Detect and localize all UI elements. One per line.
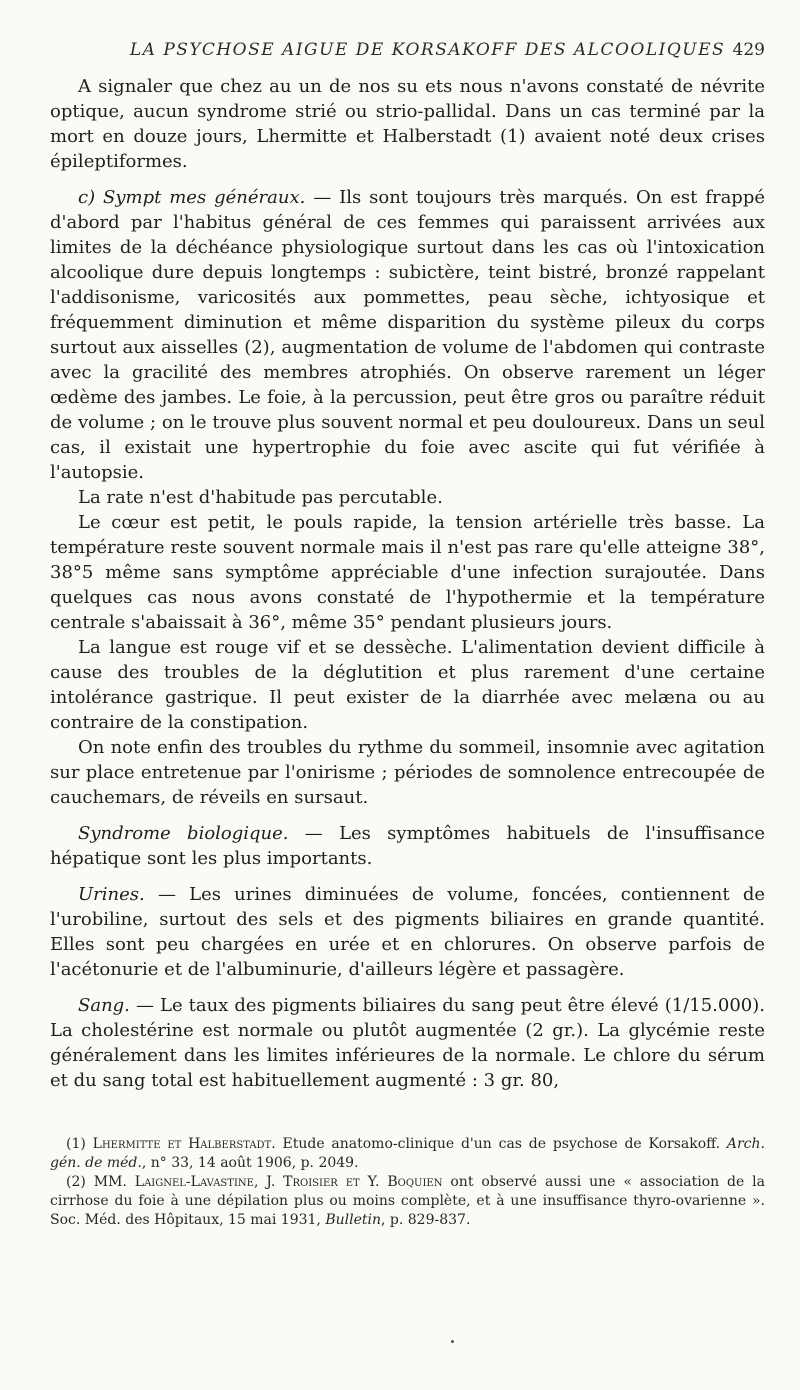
paragraph-tongue [50, 635, 765, 735]
paragraph-text: — Les urines diminuées de volume, foncées, contiennent de l'urobiline, surtout des sels et des pigments biliaires en grande quantité. Elles sont peu chargées en urée et en chlorures. On observe parfois de l'acétonurie et de l'albuminurie, d'ailleurs légère et passagère. [50, 884, 765, 980]
body-text [50, 74, 765, 1093]
paragraph-text: — Le taux des pigments biliaires du sang peut être élevé (1/15.000). La cholestérine est normale ou plutôt augmentée (2 gr.). La glycémie reste généralement dans les limites inférieures de la normale. Le chlore du sérum et du sang total est habituellement augmenté : 3 gr. 80, [50, 995, 765, 1091]
paragraph-text: — Ils sont toujours très marqués. On est frappé d'abord par l'habitus général de ces femmes qui paraissent arrivées aux limites de la déchéance physiologique surtout dans les cas où l'intoxication alcoolique dure depuis longtemps : subictère, teint bistré, bronzé rappelant l'addisonisme, varicosités aux pommettes, peau sèche, ichtyosique et fréquemment diminution et même disparition du système pileux du corps surtout aux aisselles (2), augmentation de volume de l'abdomen qui contraste avec la gracilité des membres atrophiés. On observe rarement un léger œdème des jambes. Le foie, à la percussion, peut être gros ou paraître réduit de volume ; on le trouve plus souvent normal et peu douloureux. Dans un seul cas, il existait une hypertrophie du foie avec ascite qui fut vérifiée à l'autopsie. [50, 187, 765, 483]
footnote-journal: Arch. gén. de méd. [50, 1136, 765, 1171]
paragraph-blood [50, 993, 765, 1093]
footnote-authors: MM. Laignel-Lavastine, J. Troisier et Y. Boquien [93, 1174, 443, 1190]
footnote-text: Etude anatomo-clinique d'un cas de psychose de Korsakoff. [275, 1136, 727, 1152]
running-head [50, 40, 765, 66]
footnote-1 [50, 1135, 765, 1173]
footnote-journal: Bulletin [325, 1212, 382, 1228]
paragraph-text: La rate n'est d'habitude pas percutable. [78, 487, 443, 508]
footnote-text-end: , n° 33, 14 août 1906, p. 2049. [141, 1155, 359, 1171]
section-lead: Urines. [78, 884, 145, 905]
paragraph-general-symptoms [50, 185, 765, 485]
footnote-text: ont observé aussi une « association de la cirrhose du foie à une dépilation plus ou moins complète, et à une insuffisance thyro-ovarienne ». Soc. Méd. des Hôpitaux, 15 mai 1931, [50, 1174, 766, 1228]
paragraph-text: La langue est rouge vif et se dessèche. L'alimentation devient difficile à cause des troubles de la déglutition et plus rarement d'une certaine intolérance gastrique. Il peut exister de la diarrhée avec melæna ou au contraire de la constipation. [50, 637, 765, 733]
paragraph-biological-syndrome [50, 821, 765, 871]
section-lead: Sang. [78, 995, 130, 1016]
print-speck [451, 1340, 454, 1343]
paragraph-spleen [50, 485, 765, 510]
book-page [50, 40, 765, 1230]
paragraph-text: Le cœur est petit, le pouls rapide, la tension artérielle très basse. La température reste souvent normale mais il n'est pas rare qu'elle atteigne 38°, 38°5 même sans symptôme appréciable d'une infection surajoutée. Dans quelques cas nous avons constaté de l'hypothermie et la température centrale s'abaissait à 36°, même 35° pendant plusieurs jours. [50, 512, 765, 633]
paragraph-sleep [50, 735, 765, 810]
section-lead: Syndrome biologique. [78, 823, 289, 844]
paragraph-heart-temperature [50, 510, 765, 635]
running-head-title: LA PSYCHOSE AIGUE DE KORSAKOFF DES ALCOOLIQUES [129, 40, 726, 60]
paragraph-optic-neuritis [50, 74, 765, 174]
paragraph-text: On note enfin des troubles du rythme du sommeil, insomnie avec agitation sur place entretenue par l'onirisme ; périodes de somnolence entrecoupée de cauchemars, de réveils en sursaut. [50, 737, 765, 808]
footnote-text-end: , p. 829-837. [381, 1212, 471, 1228]
footnotes [50, 1135, 765, 1230]
footnote-2 [50, 1173, 765, 1230]
page-number: 429 [732, 40, 765, 60]
footnote-authors: Lhermitte et Halberstadt. [92, 1136, 276, 1152]
paragraph-text: A signaler que chez au un de nos su ets nous n'avons constaté de névrite optique, aucun syndrome strié ou strio-pallidal. Dans un cas terminé par la mort en douze jours, Lhermitte et Halberstadt (1) avaient noté deux crises épileptiformes. [50, 76, 765, 172]
section-lead: c) Sympt mes généraux. [78, 187, 306, 208]
footnote-marker: (2) [66, 1174, 86, 1190]
paragraph-urines [50, 882, 765, 982]
paragraph-text: — Les symptômes habituels de l'insuffisance hépatique sont les plus importants. [50, 823, 765, 869]
footnote-marker: (1) [66, 1136, 86, 1152]
